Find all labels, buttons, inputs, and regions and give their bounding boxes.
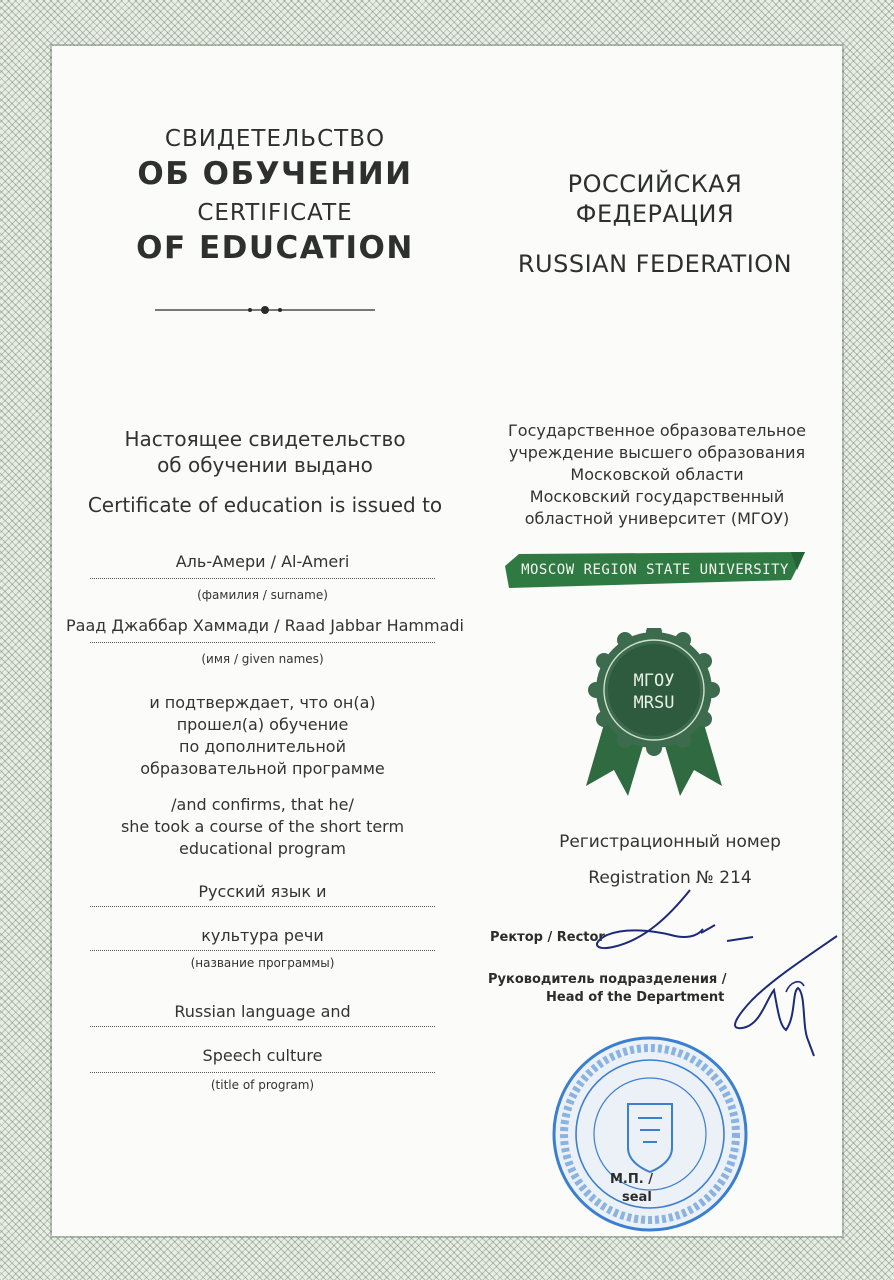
confirmation-ru-line4: образовательной программе — [140, 759, 385, 778]
confirmation-ru-block — [90, 692, 435, 780]
stamp-label-ru: М.П. / — [610, 1172, 653, 1187]
title-divider-ornament — [150, 302, 380, 318]
program-ru-line1-dots — [90, 906, 435, 907]
registration-block — [520, 832, 820, 888]
rector-label: Ректор / Rector — [490, 930, 605, 945]
program-en-line1: Russian language and — [174, 1002, 351, 1021]
registration-ru: Регистрационный номер — [559, 832, 781, 852]
seal-text-en: MRSU — [633, 693, 675, 713]
program-en-line1-dots — [90, 1026, 435, 1027]
confirmation-ru-line1: и подтверждает, что он(а) — [149, 693, 376, 712]
university-line5: областной университет (МГОУ) — [524, 509, 790, 528]
issued-en: Certificate of education is issued to — [87, 493, 443, 517]
surname-value: Аль-Амери / Al-Ameri — [175, 552, 350, 571]
ribbon-label: MOSCOW REGION STATE UNIVERSITY — [521, 562, 789, 578]
program-ru-line2-dots — [90, 950, 435, 951]
surname-caption: (фамилия / surname) — [197, 588, 328, 602]
country-en: RUSSIAN FEDERATION — [517, 250, 793, 278]
confirmation-en-line3: educational program — [178, 839, 347, 858]
confirmation-ru-line2: прошел(а) обучение — [176, 715, 349, 734]
given-names-caption: (имя / given names) — [201, 652, 324, 666]
head-label-line1: Руководитель подразделения / — [488, 972, 727, 987]
program-en-line2: Speech culture — [202, 1046, 323, 1065]
head-label-line2: Head of the Department — [546, 990, 725, 1005]
program-ru-caption: (название программы) — [190, 956, 335, 970]
seal-text-ru: МГОУ — [633, 671, 675, 691]
given-names-dotted-line — [90, 642, 435, 643]
confirmation-en-line1: /and confirms, that he/ — [171, 795, 354, 814]
university-seal-icon — [574, 628, 734, 796]
university-block — [478, 420, 836, 530]
country-block — [500, 170, 810, 278]
university-ribbon — [505, 552, 805, 588]
university-line4: Московский государственный — [529, 487, 785, 506]
registration-number: Registration № 214 — [588, 868, 752, 888]
program-en-caption: (title of program) — [210, 1078, 315, 1092]
surname-dotted-line — [90, 578, 435, 579]
university-line2: учреждение высшего образования — [508, 443, 806, 462]
confirmation-en-block — [80, 794, 445, 860]
program-ru-line1: Русский язык и — [198, 882, 327, 901]
program-ru-line2: культура речи — [201, 926, 324, 945]
country-line1-ru: РОССИЙСКАЯ — [567, 170, 743, 198]
title-line1-ru: СВИДЕТЕЛЬСТВО — [164, 126, 386, 152]
certificate-title-block — [100, 126, 450, 266]
country-line2-ru: ФЕДЕРАЦИЯ — [575, 200, 735, 228]
official-stamp-icon — [548, 1032, 752, 1236]
program-en-line2-dots — [90, 1072, 435, 1073]
title-line2-en: OF EDUCATION — [136, 230, 414, 266]
confirmation-ru-line3: по дополнительной — [179, 737, 346, 756]
issued-block — [60, 426, 470, 518]
issued-ru-line1: Настоящее свидетельство — [124, 427, 406, 451]
stamp-label-en: seal — [622, 1190, 652, 1205]
university-line3: Московской области — [570, 465, 744, 484]
title-line1-en: CERTIFICATE — [197, 200, 353, 226]
confirmation-en-line2: she took a course of the short term — [120, 817, 405, 836]
issued-ru-line2: об обучении выдано — [157, 453, 373, 477]
title-line2-ru: ОБ ОБУЧЕНИИ — [137, 156, 413, 192]
university-line1: Государственное образовательное — [508, 421, 806, 440]
given-names-value: Раад Джаббар Хаммади / Raad Jabbar Hammadi — [66, 616, 464, 635]
